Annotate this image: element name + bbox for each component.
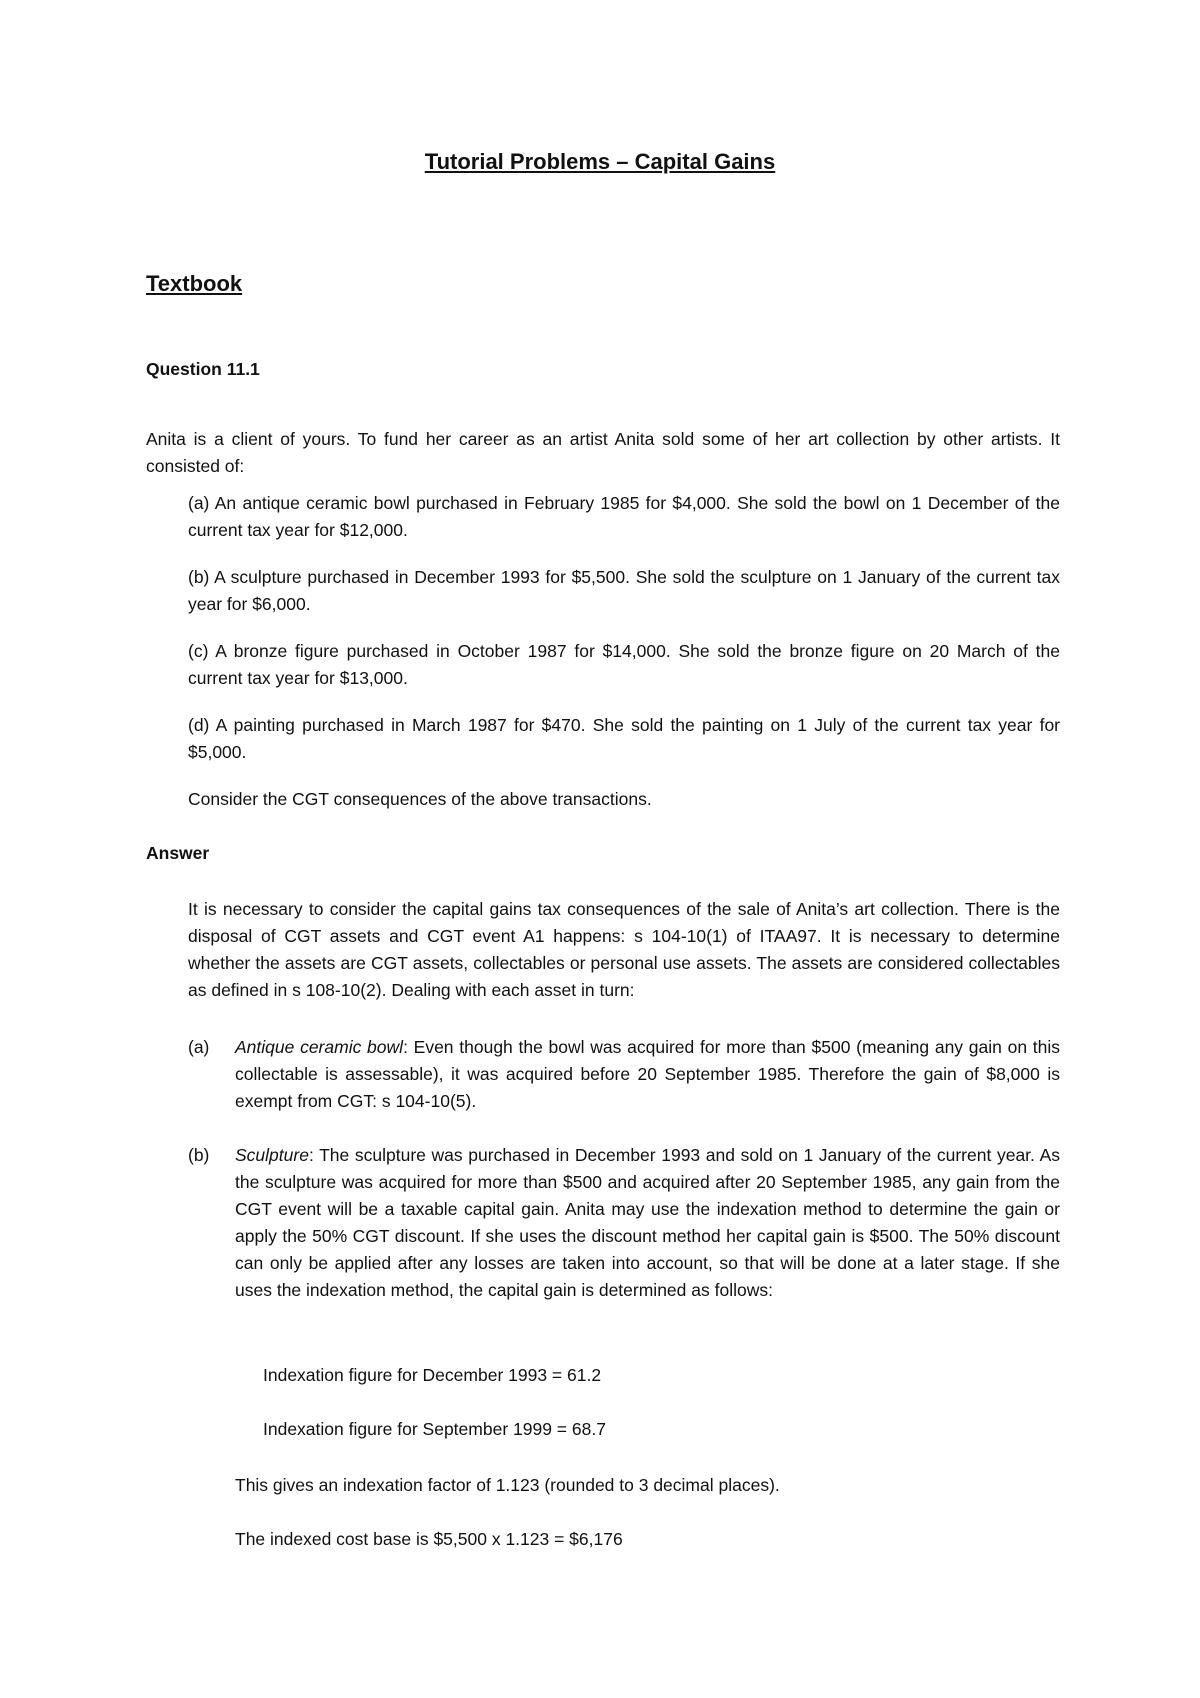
indexation-factor: This gives an indexation factor of 1.123 (rounded to 3 decimal places). [235,1475,780,1495]
question-item-b: (b) A sculpture purchased in December 1993 for $5,500. She sold the sculpture on 1 January of the current tax year for $6,000. [188,567,1060,614]
question-instruction: Consider the CGT consequences of the above transactions. [188,789,652,809]
answer-item-text: : The sculpture was purchased in December 1993 and sold on 1 January of the current year. As the sculpture was acquired for more than $500 and acquired after 20 September 1985, any gain from the CGT event will be a taxable capital gain. Anita may use the indexation method to determine the gain or apply the 50% CGT discount. If she uses the discount method her capital gain is $500. The 50% discount can only be applied after any losses are taken into account, so that will be done at a later stage. If she uses the indexation method, the capital gain is determined as follows: [235,1145,1060,1300]
answer-item-b [188,1142,1060,1342]
answer-item-term: Antique ceramic bowl [235,1037,404,1057]
indexation-line: Indexation figure for September 1999 = 68.7 [263,1419,606,1439]
document-title: Tutorial Problems – Capital Gains [424,149,776,174]
answer-item-body [235,1034,1060,1115]
answer-intro: It is necessary to consider the capital gains tax consequences of the sale of Anita’s art collection. There is the disposal of CGT assets and CGT event A1 happens: s 104-10(1) of ITAA97. It is necessary to determine whether the assets are CGT assets, collectables or personal use assets. The assets are considered collectables as defined in s 108-10(2). Dealing with each asset in turn: [188,899,1060,1000]
question-item-a: (a) An antique ceramic bowl purchased in February 1985 for $4,000. She sold the bowl on 1 December of the current tax year for $12,000. [188,493,1060,540]
answer-item-body [235,1142,1060,1304]
indexed-cost-base: The indexed cost base is $5,500 x 1.123 = $6,176 [235,1529,623,1549]
section-heading: Textbook [146,271,243,296]
answer-heading: Answer [146,843,210,863]
answer-item-label: (a) [188,1037,210,1057]
answer-item-term: Sculpture [235,1145,309,1165]
indexation-line: Indexation figure for December 1993 = 61.2 [263,1365,602,1385]
answer-item-label: (b) [188,1145,210,1165]
question-heading: Question 11.1 [146,359,260,379]
question-item-c: (c) A bronze figure purchased in October 1987 for $14,000. She sold the bronze figure on 20 March of the current tax year for $13,000. [188,641,1060,688]
question-intro: Anita is a client of yours. To fund her career as an artist Anita sold some of her art collection by other artists. It consisted of: [146,429,1060,476]
answer-item-a [188,1034,1060,1124]
question-item-d: (d) A painting purchased in March 1987 for $470. She sold the painting on 1 July of the current tax year for $5,000. [188,715,1060,762]
answer-item-text: : Even though the bowl was acquired for more than $500 (meaning any gain on this collectable is assessable), it was acquired before 20 September 1985. Therefore the gain of $8,000 is exempt from CGT: s 104-10(5). [235,1037,1061,1111]
